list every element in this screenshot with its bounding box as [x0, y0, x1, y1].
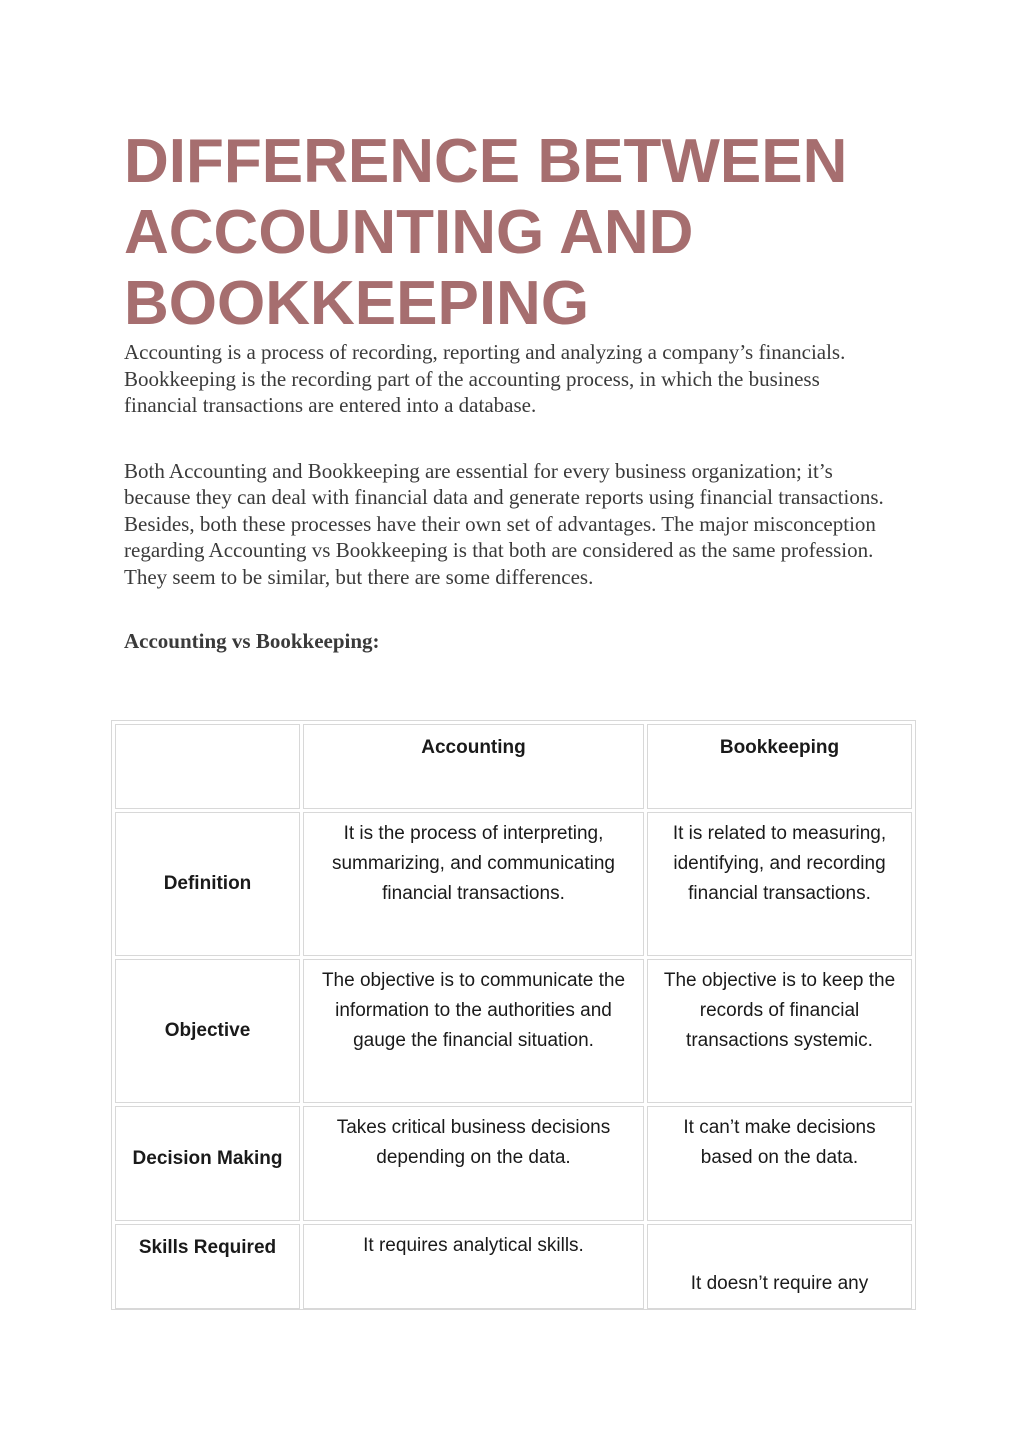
header-cell-bookkeeping: Bookkeeping — [647, 724, 912, 809]
table-row — [115, 959, 912, 1103]
cell-text: It doesn’t require any — [690, 1273, 869, 1294]
title-line-3: BOOKKEEPING — [124, 269, 590, 338]
title-line-1: DIFFERENCE BETWEEN — [124, 127, 848, 196]
header-cell-accounting: Accounting — [303, 724, 644, 809]
cell-accounting-objective — [303, 959, 644, 1103]
cell-accounting-skills — [303, 1224, 644, 1309]
title-line-2: ACCOUNTING AND — [124, 198, 694, 267]
cell-text: It can’t make decisions based on the data. — [683, 1117, 876, 1168]
row-label-definition: Definition — [115, 812, 300, 956]
table-row — [115, 812, 912, 956]
table-row — [115, 1224, 912, 1309]
document-page — [124, 126, 904, 654]
cell-text: The objective is to communicate the information to the authorities and gauge the financial situation. — [321, 970, 626, 1051]
cell-text: It is related to measuring, identifying, and recording financial transactions. — [672, 823, 887, 904]
comparison-table — [111, 720, 916, 1310]
cell-accounting-decision — [303, 1106, 644, 1221]
cell-text: Takes critical business decisions depending on the data. — [336, 1117, 611, 1168]
page-title — [124, 126, 904, 339]
cell-bookkeeping-definition — [647, 812, 912, 956]
cell-accounting-definition — [303, 812, 644, 956]
second-paragraph: Both Accounting and Bookkeeping are essential for every business organization; it’s because they can deal with financial data and generate reports using financial transactions. Besides, both these processes have their own set of advantages. The major misconception regarding Accounting vs Bookkeeping is that both are considered as the same profession. They seem to be similar, but there are some differences. — [124, 458, 884, 589]
cell-text: It is the process of interpreting, summarizing, and communicating financial transactions. — [331, 823, 615, 904]
cell-bookkeeping-decision — [647, 1106, 912, 1221]
header-cell-empty — [115, 724, 300, 809]
row-label-skills-required: Skills Required — [115, 1224, 300, 1309]
cell-text: The objective is to keep the records of financial transactions systemic. — [663, 970, 896, 1051]
section-heading: Accounting vs Bookkeeping: — [124, 629, 380, 653]
comparison-table-grid — [112, 721, 915, 1312]
cell-bookkeeping-skills — [647, 1224, 912, 1309]
table-row — [115, 1106, 912, 1221]
row-label-objective: Objective — [115, 959, 300, 1103]
cell-text: It requires analytical skills. — [363, 1235, 584, 1256]
table-header-row — [115, 724, 912, 809]
cell-bookkeeping-objective — [647, 959, 912, 1103]
row-label-decision-making: Decision Making — [115, 1106, 300, 1221]
intro-paragraph: Accounting is a process of recording, reporting and analyzing a company’s financials. Bookkeeping is the recording part of the accounting process, in which the business financial transactions are entered into a database. — [124, 340, 846, 417]
